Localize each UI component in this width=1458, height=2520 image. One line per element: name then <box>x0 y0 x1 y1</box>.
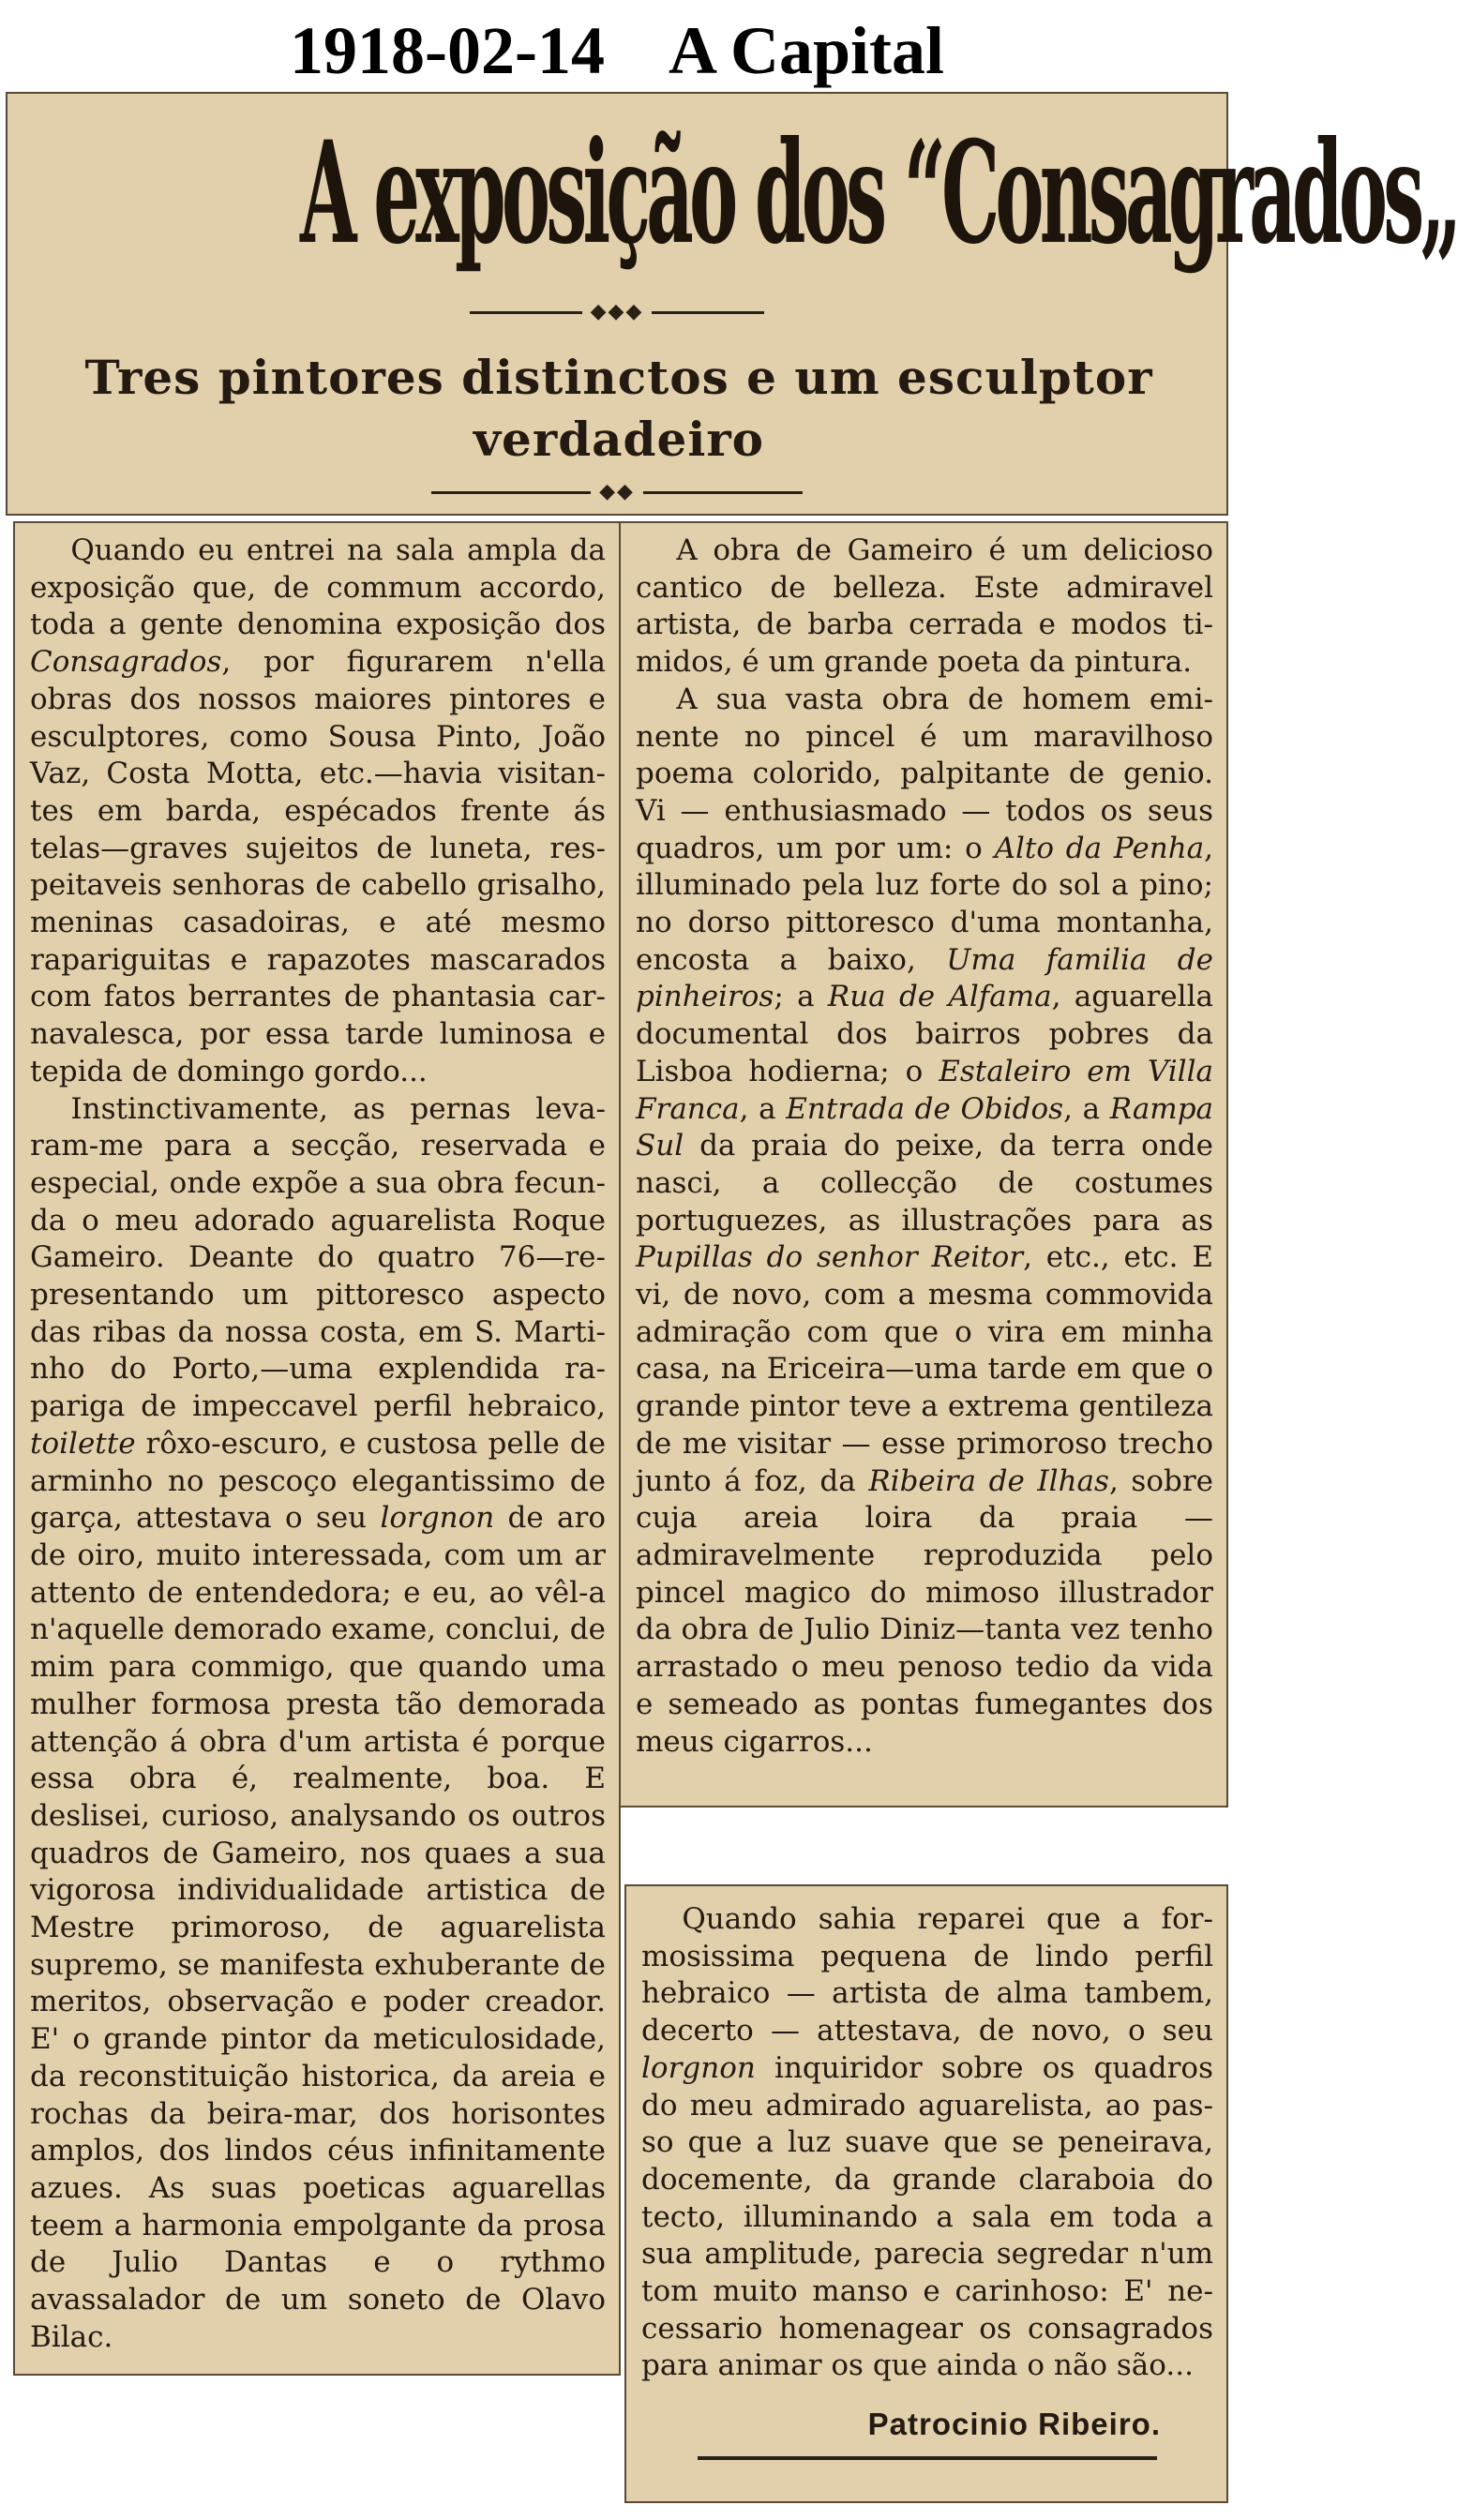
ornament-diamond-icon: ◆ <box>590 300 609 323</box>
ornament-diamond-icon: ◆ <box>617 480 635 503</box>
publication-date: 1918-02-14 <box>289 13 605 88</box>
article-masthead <box>6 92 1458 516</box>
page-header <box>0 0 1234 92</box>
ornament-rule <box>470 311 582 314</box>
ornament-rule <box>643 491 803 494</box>
article-headline: A exposição dos “Consagrados„ <box>300 111 1458 276</box>
ornament-divider-bottom <box>8 480 1226 503</box>
ornament-diamond-icon: ◆ <box>608 300 626 323</box>
ornament-diamond-icon: ◆ <box>625 300 644 323</box>
article-paragraph: A obra de Gameiro é um delicioso cantico de belleza. Este admiravel artista, de barba cerrada e modos timidos, é um grande poeta da pintura. <box>636 533 1213 680</box>
article-subheadline: Tres pintores distinctos e um esculptor verdadeiro <box>84 350 1153 467</box>
article-column-2 <box>619 521 1228 1808</box>
ornament-rule <box>431 491 591 494</box>
ornament-rule <box>652 311 764 314</box>
end-rule <box>698 2456 1157 2460</box>
article-paragraph: Quando sahia reparei que a formosissima pequena de lindo perfil hebraico — artista de alma tambem, decerto — attestava, de novo, o seu lorgnon inquiridor sobre os quadros do meu admirado aguarelista, ao passo que a luz suave que se peneirava, docemente, da grande claraboia do tecto, illuminando a sala em toda a sua amplitude, parecia segredar n'um tom muito manso e carinhoso: E' necessario homenagear os consagrados para animar os que ainda o não são... <box>641 1902 1213 2383</box>
article-paragraph: A sua vasta obra de homem eminente no pincel é um maravilhoso poema colorido, palpitante de genio. Vi — enthusiasmado — todos os seus quadros, um por um: o Alto da Penha, illuminado pela luz forte do sol a pino; no dorso pittoresco d'uma montanha, encosta a baixo, Uma familia de pinheiros; a Rua de Alfama, aguarella documental dos bairros pobres da Lisboa hodierna; o Estaleiro em Villa Franca, a Entrada de Obidos, a Rampa Sul da praia do peixe, da terra onde nasci, a collecção de costumes portuguezes, as illustrações para as Pupillas do senhor Reitor, etc., etc. E vi, de novo, com a mesma commovida admiração com que o vira em minha casa, na Ericeira—uma tarde em que o grande pintor teve a extrema gentileza de me visitar — esse primoroso trecho junto á foz, da Ribeira de Ilhas, sobre cuja areia loira da praia — admiravelmente reproduzida pelo pincel magico do mimoso illustrador da obra de Julio Diniz—tanta vez tenho arrastado o meu penoso tedio da vida e semeado as pontas fumegantes dos meus cigarros... <box>636 682 1214 1759</box>
article-column-3 <box>624 1884 1228 2503</box>
author-signature: Patrocinio Ribeiro. <box>867 2407 1161 2442</box>
article-column-1 <box>13 521 621 2376</box>
ornament-divider-top <box>8 300 1226 323</box>
publication-name: A Capital <box>668 13 945 88</box>
article-paragraph: Instinctivamente, as pernas levaram-me para a secção, reservada e especial, onde expõe a sua obra fecunda o meu adorado aguarelista Roque Gameiro. Deante do quatro 76—representando um pittoresco aspecto das ribas da nossa costa, em S. Martinho do Porto,—uma explendida rapariga de impeccavel perfil hebraico, toilette rôxo-escuro, e custosa pelle de arminho no pescoço elegantissimo de garça, attestava o seu lorgnon de aro de oiro, muito interessada, com um ar attento de entendedora; e eu, ao vêl-a n'aquelle demorado exame, conclui, de mim para commigo, que quando uma mulher formosa presta tão demorada attenção á obra d'um artista é porque essa obra é, realmente, boa. E deslisei, curioso, analysando os outros quadros de Gameiro, nos quaes a sua vigorosa individualidade artistica de Mestre primoroso, de aguarelista supremo, se manifesta exhuberante de meritos, observação e poder creador. E' o grande pintor da meticulosidade, da reconstituição historica, da areia e rochas da beira-mar, dos horisontes amplos, dos lindos céus infinitamente azues. As suas poeticas aguarellas teem a harmonia empolgante da prosa de Julio Dantas e o rythmo avassalador de um soneto de Olavo Bilac. <box>30 1091 606 2354</box>
article-paragraph: Quando eu entrei na sala ampla da exposição que, de commum accordo, toda a gente denomina exposição dos Consagrados, por figurarem n'ella obras dos nossos maiores pintores e esculptores, como Sousa Pinto, João Vaz, Costa Motta, etc.—havia visitantes em barda, espécados frente ás telas—graves sujeitos de luneta, respeitaveis senhoras de cabello grisalho, meninas casadoiras, e até mesmo rapariguitas e rapazotes mascarados com fatos berrantes de phantasia carnavalesca, por essa tarde luminosa e tepida de domingo gordo... <box>30 533 606 1088</box>
ornament-diamond-icon: ◆ <box>599 480 617 503</box>
